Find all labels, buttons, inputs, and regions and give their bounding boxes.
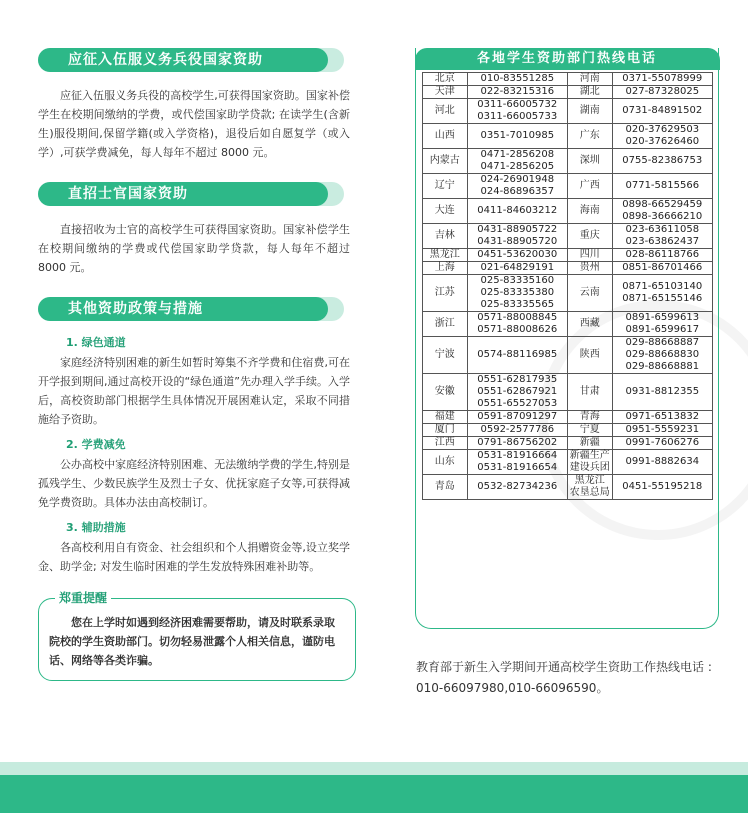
phone-cell: 010-83551285 [467, 73, 567, 86]
left-column [38, 48, 356, 681]
region-cell: 河南 [567, 73, 612, 86]
phone-cell: 0931-8812355 [612, 374, 712, 411]
region-cell: 黑龙江 [423, 249, 468, 262]
table-row [423, 124, 713, 149]
phone-cell: 0571-88008845 0571-88008626 [467, 312, 567, 337]
region-cell: 黑龙江 农垦总局 [567, 475, 612, 500]
region-cell: 厦门 [423, 424, 468, 437]
region-cell: 新疆生产 建设兵团 [567, 450, 612, 475]
phone-cell: 0851-86701466 [612, 262, 712, 275]
region-cell: 内蒙古 [423, 149, 468, 174]
phone-cell: 027-87328025 [612, 86, 712, 99]
section-text: 应征入伍服义务兵役的高校学生,可获得国家资助。国家补偿学生在校期间缴纳的学费，或代偿国家助学贷款; 在读学生(含新生)服役期间,保留学籍(或入学资格)，退役后如自愿复学（或入学）,可获学费减免，每人每年不超过 8000 元。 [38, 89, 350, 159]
phone-cell: 0311-66005732 0311-66005733 [467, 99, 567, 124]
table-row [423, 99, 713, 124]
phone-cell: 0755-82386753 [612, 149, 712, 174]
phone-cell: 0574-88116985 [467, 337, 567, 374]
table-row [423, 275, 713, 312]
phone-cell: 0531-81916664 0531-81916654 [467, 450, 567, 475]
table-row [423, 224, 713, 249]
hotline-title: 各地学生资助部门热线电话 [415, 48, 720, 70]
region-cell: 浙江 [423, 312, 468, 337]
section-header-other [38, 297, 356, 321]
region-cell: 福建 [423, 411, 468, 424]
phone-cell: 0551-62817935 0551-62867921 0551-65527053 [467, 374, 567, 411]
item-text: 各高校利用自有资金、社会组织和个人捐赠资金等,设立奖学金、助学金; 对发生临时困难的学生发放特殊困难补助等。 [38, 541, 350, 573]
phone-cell: 021-64829191 [467, 262, 567, 275]
table-row [423, 149, 713, 174]
phone-cell: 0871-65103140 0871-65155146 [612, 275, 712, 312]
region-cell: 江西 [423, 437, 468, 450]
region-cell: 贵州 [567, 262, 612, 275]
section-header-sergeant [38, 182, 356, 206]
region-cell: 陕西 [567, 337, 612, 374]
phone-cell: 028-86118766 [612, 249, 712, 262]
region-cell: 山西 [423, 124, 468, 149]
region-cell: 安徽 [423, 374, 468, 411]
table-row [423, 437, 713, 450]
region-cell: 山东 [423, 450, 468, 475]
region-cell: 西藏 [567, 312, 612, 337]
phone-cell: 0532-82734236 [467, 475, 567, 500]
table-row [423, 262, 713, 275]
region-cell: 四川 [567, 249, 612, 262]
table-row [423, 249, 713, 262]
section-title: 应征入伍服义务兵役国家资助 [38, 48, 328, 72]
region-cell: 重庆 [567, 224, 612, 249]
table-row [423, 174, 713, 199]
region-cell: 上海 [423, 262, 468, 275]
region-cell: 青岛 [423, 475, 468, 500]
region-cell: 吉林 [423, 224, 468, 249]
phone-cell: 024-26901948 024-86896357 [467, 174, 567, 199]
region-cell: 云南 [567, 275, 612, 312]
phone-cell: 0411-84603212 [467, 199, 567, 224]
phone-cell: 0351-7010985 [467, 124, 567, 149]
hotline-table [422, 72, 713, 500]
section-text: 直接招收为士官的高校学生可获得国家资助。国家补偿学生在校期间缴纳的学费或代偿国家助学贷款，每人每年不超过 8000 元。 [38, 223, 350, 274]
phone-cell: 023-63611058 023-63862437 [612, 224, 712, 249]
item-text: 公办高校中家庭经济特别困难、无法缴纳学费的学生,特别是孤残学生、少数民族学生及烈士子女、优抚家庭子女等,可获得减免学费资助。具体办法由高校制订。 [38, 458, 350, 509]
phone-cell: 0898-66529459 0898-36666210 [612, 199, 712, 224]
region-cell: 河北 [423, 99, 468, 124]
region-cell: 新疆 [567, 437, 612, 450]
phone-cell: 025-83335160 025-83335380 025-83335565 [467, 275, 567, 312]
region-cell: 宁波 [423, 337, 468, 374]
bottom-band [0, 775, 748, 813]
item-title-green-channel: 1. 绿色通道 [66, 336, 126, 349]
table-row [423, 86, 713, 99]
region-cell: 海南 [567, 199, 612, 224]
phone-cell: 0431-88905722 0431-88905720 [467, 224, 567, 249]
phone-cell: 029-88668887 029-88668830 029-88668881 [612, 337, 712, 374]
table-row [423, 411, 713, 424]
region-cell: 青海 [567, 411, 612, 424]
region-cell: 广东 [567, 124, 612, 149]
phone-cell: 0371-55078999 [612, 73, 712, 86]
item-title-tuition-waiver: 2. 学费减免 [66, 438, 126, 451]
region-cell: 宁夏 [567, 424, 612, 437]
region-cell: 天津 [423, 86, 468, 99]
notice-text: 您在上学时如遇到经济困难需要帮助，请及时联系录取院校的学生资助部门。切勿轻易泄露个人相关信息，谨防电话、网络等各类诈骗。 [49, 616, 335, 667]
region-cell: 深圳 [567, 149, 612, 174]
phone-cell: 0451-55195218 [612, 475, 712, 500]
phone-cell: 0971-6513832 [612, 411, 712, 424]
phone-cell: 0771-5815566 [612, 174, 712, 199]
region-cell: 辽宁 [423, 174, 468, 199]
phone-cell: 0891-6599613 0891-6599617 [612, 312, 712, 337]
phone-cell: 0731-84891502 [612, 99, 712, 124]
table-row [423, 312, 713, 337]
region-cell: 江苏 [423, 275, 468, 312]
table-row [423, 73, 713, 86]
notice-box [38, 591, 356, 681]
table-row [423, 199, 713, 224]
notice-title: 郑重提醒 [55, 590, 111, 606]
phone-cell: 0592-2577786 [467, 424, 567, 437]
phone-cell: 0991-7606276 [612, 437, 712, 450]
region-cell: 北京 [423, 73, 468, 86]
phone-cell: 0791-86756202 [467, 437, 567, 450]
table-row [423, 424, 713, 437]
region-cell: 湖北 [567, 86, 612, 99]
hotline-footnote: 教育部于新生入学期间开通高校学生资助工作热线电话 : 010-66097980,010-66096590。 [416, 660, 712, 695]
item-text: 家庭经济特别困难的新生如暂时筹集不齐学费和住宿费,可在开学报到期间,通过高校开设的“绿色通道”先办理入学手续。入学后，高校资助部门根据学生具体情况开展困难认定，采取不同措施给予资助。 [38, 356, 350, 426]
region-cell: 甘肃 [567, 374, 612, 411]
phone-cell: 0451-53620030 [467, 249, 567, 262]
table-row [423, 337, 713, 374]
section-header-military [38, 48, 356, 72]
phone-cell: 020-37629503 020-37626460 [612, 124, 712, 149]
region-cell: 大连 [423, 199, 468, 224]
region-cell: 湖南 [567, 99, 612, 124]
section-title: 其他资助政策与措施 [38, 297, 328, 321]
section-title: 直招士官国家资助 [38, 182, 328, 206]
phone-cell: 022-83215316 [467, 86, 567, 99]
table-row [423, 450, 713, 475]
phone-cell: 0471-2856208 0471-2856205 [467, 149, 567, 174]
region-cell: 广西 [567, 174, 612, 199]
hotline-panel [415, 48, 719, 629]
phone-cell: 0991-8882634 [612, 450, 712, 475]
phone-cell: 0951-5559231 [612, 424, 712, 437]
table-row [423, 475, 713, 500]
table-row [423, 374, 713, 411]
phone-cell: 0591-87091297 [467, 411, 567, 424]
item-title-auxiliary: 3. 辅助措施 [66, 521, 126, 534]
